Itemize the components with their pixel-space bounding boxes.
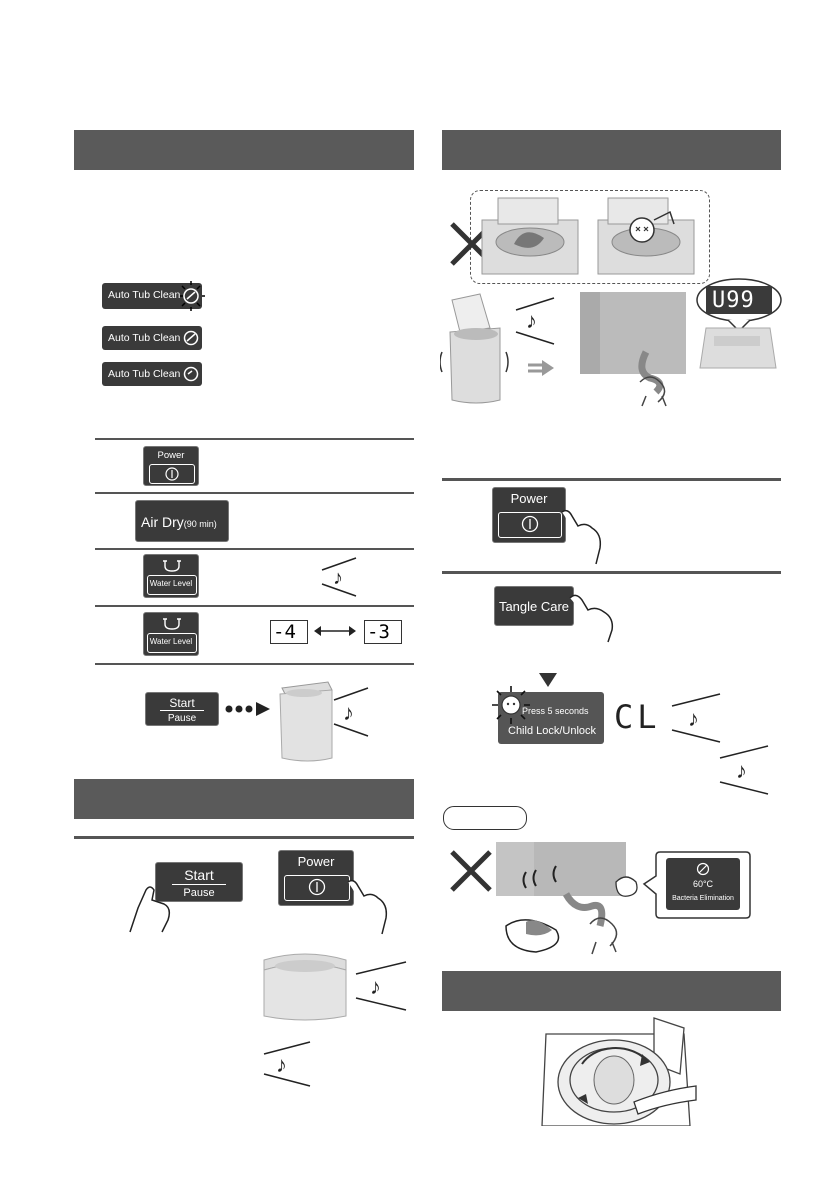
pressing-hand-illustration [556, 508, 608, 566]
beep-note-icon [260, 1040, 314, 1088]
svg-text:♪: ♪ [736, 758, 747, 783]
water-level-button [143, 554, 199, 598]
overloaded-tub-illustration [474, 194, 584, 276]
no-bacteria-icon [696, 862, 710, 876]
washing-machine-illustration [260, 950, 350, 1022]
pressing-hand-illustration [566, 590, 620, 644]
pressing-hand-illustration [342, 878, 394, 936]
bacteria-elimination-label: Bacteria Elimination [672, 895, 734, 902]
svg-text:♪: ♪ [688, 706, 699, 731]
hose-draining-illustration [576, 292, 690, 412]
auto-tub-clean-button-3 [102, 362, 202, 386]
tub-clean-blink-icon [178, 277, 212, 315]
control-panel-illustration [696, 324, 778, 372]
bacteria-elimination-panel [666, 858, 740, 910]
auto-tub-clean-button-2 [102, 326, 202, 350]
table-rule [95, 663, 414, 665]
water-level-label: Water Level [149, 637, 193, 646]
child-lock-display: CL [614, 698, 661, 736]
beep-note-icon [668, 692, 724, 744]
auto-tub-clean-blinking-button [102, 283, 202, 309]
section-rule [74, 836, 414, 839]
table-rule [95, 605, 414, 607]
start-label: Start [169, 696, 195, 710]
svg-text:♪: ♪ [343, 700, 354, 725]
error-code-display: U99 [706, 286, 772, 314]
power-icon [164, 466, 180, 482]
water-level-label: Water Level [149, 579, 193, 588]
hot-water-hazard-illustration [496, 842, 646, 960]
tangle-care-button [494, 586, 574, 626]
distressed-tub-illustration [594, 194, 704, 276]
svg-text:♪: ♪ [276, 1052, 287, 1077]
beep-note-icon [512, 296, 558, 346]
water-level-icon [161, 615, 183, 631]
auto-tub-clean-label: Auto Tub Clean [108, 368, 181, 380]
child-lock-blink-icon [490, 684, 532, 726]
prohibited-x-icon [446, 846, 496, 896]
section-header-bar-right-1 [442, 130, 781, 170]
temperature-label: 60°C [692, 879, 714, 889]
tub-clean-icon [182, 329, 200, 347]
note-pill [443, 806, 527, 830]
tangle-care-label: Tangle Care [498, 599, 570, 614]
washing-machine-illustration [276, 666, 338, 766]
water-level-icon [161, 557, 183, 573]
auto-tub-clean-label: Auto Tub Clean [108, 289, 181, 301]
air-dry-label: Air Dry(90 min) [141, 514, 217, 530]
section-rule [442, 571, 781, 574]
section-header-bar-right-2 [442, 971, 781, 1011]
water-level-button [143, 612, 199, 656]
down-triangle-icon [538, 672, 558, 688]
power-label: Power [510, 491, 548, 506]
tub-cleaning-illustration [534, 1014, 698, 1126]
air-dry-button [135, 500, 229, 542]
pause-label: Pause [167, 713, 197, 724]
double-arrow-icon [312, 623, 358, 639]
press-5-seconds-label: Press 5 seconds [522, 706, 589, 716]
section-header-bar-left-1 [74, 130, 414, 170]
beep-note-icon [318, 556, 360, 598]
shaking-machine-illustration [440, 292, 510, 408]
section-header-bar-left-2 [74, 779, 414, 819]
level-display-from: -4 [270, 620, 308, 644]
section-rule [442, 478, 781, 481]
start-label: Start [184, 867, 214, 883]
svg-text:♪: ♪ [526, 308, 537, 333]
start-pause-button [145, 692, 219, 726]
pressing-hand-illustration [124, 878, 176, 934]
power-icon [520, 514, 540, 534]
beep-note-icon [352, 960, 410, 1012]
table-rule [95, 438, 414, 440]
child-lock-label: Child Lock/Unlock [508, 725, 597, 737]
beep-note-icon [330, 686, 372, 738]
level-display-to: -3 [364, 620, 402, 644]
dots-arrow-icon [224, 700, 274, 718]
power-button-large [492, 487, 566, 543]
beep-note-icon [716, 744, 772, 796]
right-arrow-icon [526, 358, 556, 378]
table-rule [95, 492, 414, 494]
power-icon [307, 877, 327, 897]
table-rule [95, 548, 414, 550]
svg-text:♪: ♪ [370, 974, 381, 999]
auto-tub-clean-label: Auto Tub Clean [108, 332, 181, 344]
svg-text:♪: ♪ [333, 567, 343, 589]
power-label: Power [157, 450, 185, 461]
tub-clean-icon [182, 365, 200, 383]
pause-label: Pause [183, 887, 215, 899]
power-label: Power [297, 854, 335, 869]
power-button [143, 446, 199, 486]
